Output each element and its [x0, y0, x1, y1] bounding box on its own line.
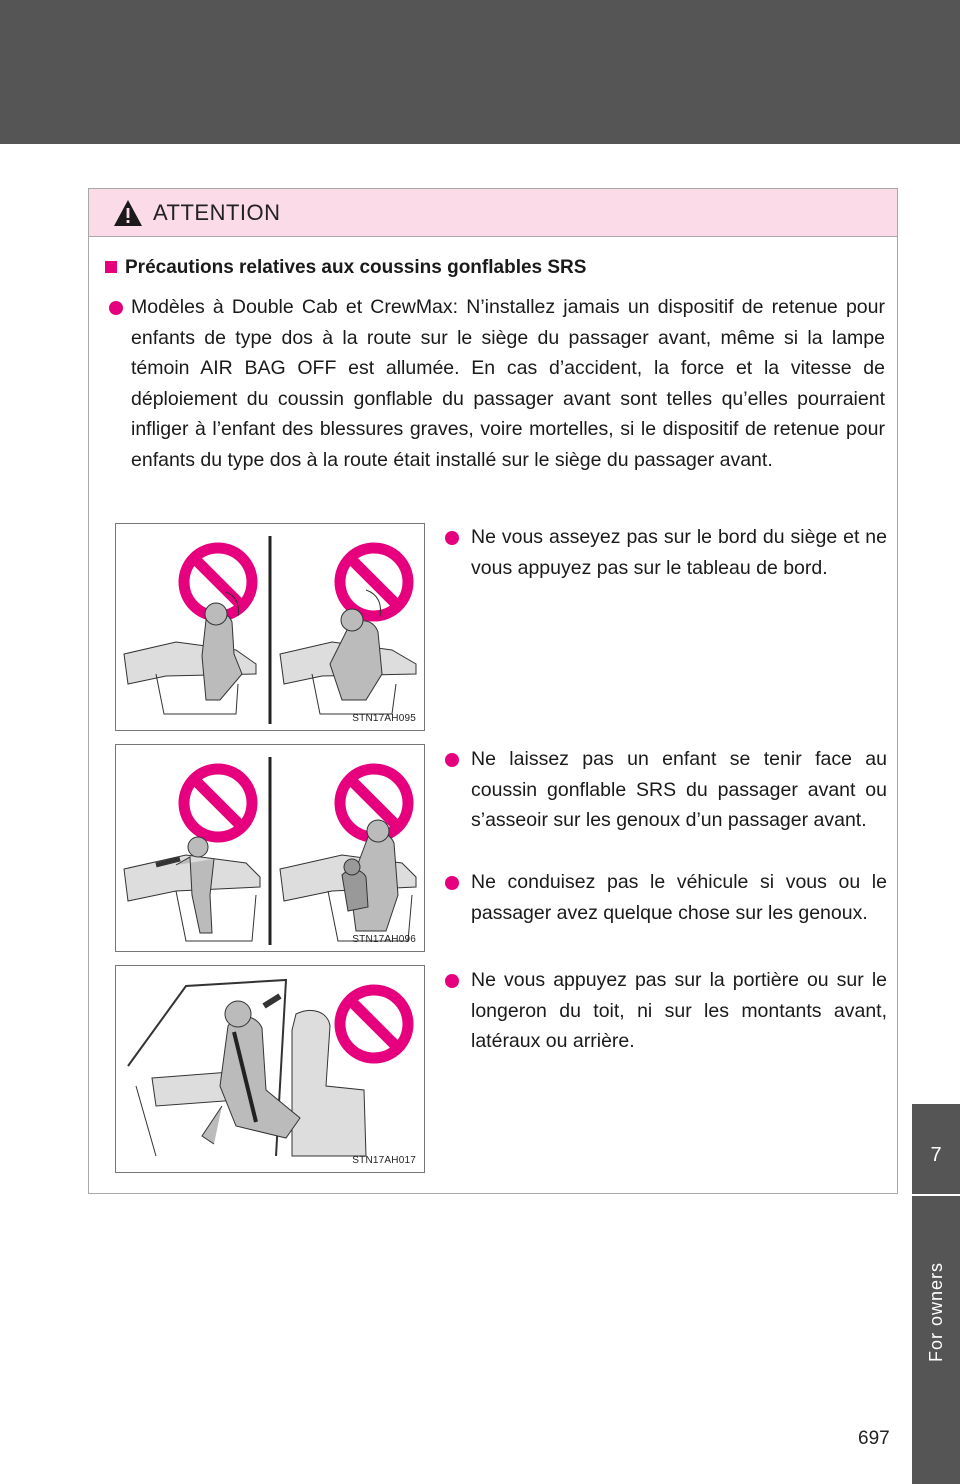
prohibited-icon [340, 990, 408, 1058]
illustration-edge-of-seat [116, 524, 424, 730]
square-bullet-icon [105, 261, 117, 273]
figure-2 [115, 744, 425, 952]
illustration-leaning-on-door [116, 966, 424, 1172]
bullet-text: Ne vous asseyez pas sur le bord du siège et ne vous appuyez pas sur le tableau de bord. [471, 526, 887, 579]
bullet-text: Ne laissez pas un enfant se tenir face au coussin gonflable SRS du passager avant ou s’asseoir sur les genoux d’un passager avant. [471, 748, 887, 832]
figure-code: STN17AH017 [352, 1155, 416, 1166]
prohibited-icon [340, 548, 408, 616]
figure-1 [115, 523, 425, 731]
caution-title: ATTENTION [153, 199, 281, 225]
caution-header [89, 189, 897, 237]
bullet-text: Ne conduisez pas le véhicule si vous ou le passager avez quelque chose sur les genoux. [471, 871, 887, 924]
section-heading: Précautions relatives aux coussins gonflables SRS [105, 257, 885, 279]
bullet-text: Ne vous appuyez pas sur la portière ou sur le longeron du toit, ni sur les montants avant, latéraux ou arrière. [471, 969, 887, 1053]
bullet-dot-icon [109, 301, 123, 315]
page-number: 697 [858, 1428, 890, 1449]
caution-box [88, 188, 898, 1194]
figure-code: STN17AH096 [352, 934, 416, 945]
bullet-dot-icon [445, 753, 459, 767]
warning-triangle-icon [113, 199, 143, 227]
figure-code: STN17AH095 [352, 713, 416, 724]
bullet-dot-icon [445, 531, 459, 545]
intro-paragraph: Modèles à Double Cab et CrewMax: N’installez jamais un dispositif de retenue pour enfants de type dos à la route sur le siège du passager avant, même si la lampe témoin AIR BAG OFF est allumée. En cas d’accident, la force et la vitesse de déploiement du coussin gonflable du passager avant sont telles qu’elles pourraient infliger à l’enfant des blessures graves, voire mortelles, si le dispositif de retenue pour enfants du type dos à la route était installé sur le siège du passager avant. [131, 296, 885, 471]
top-banner [0, 0, 960, 144]
bullet-dot-icon [445, 876, 459, 890]
tab-divider [912, 1194, 960, 1196]
bullet-dot-icon [445, 974, 459, 988]
illustration-child-near-airbag [116, 745, 424, 951]
chapter-number: 7 [930, 1144, 942, 1166]
chapter-label: For owners [926, 1261, 946, 1362]
figure-3 [115, 965, 425, 1173]
prohibited-icon [184, 769, 252, 837]
